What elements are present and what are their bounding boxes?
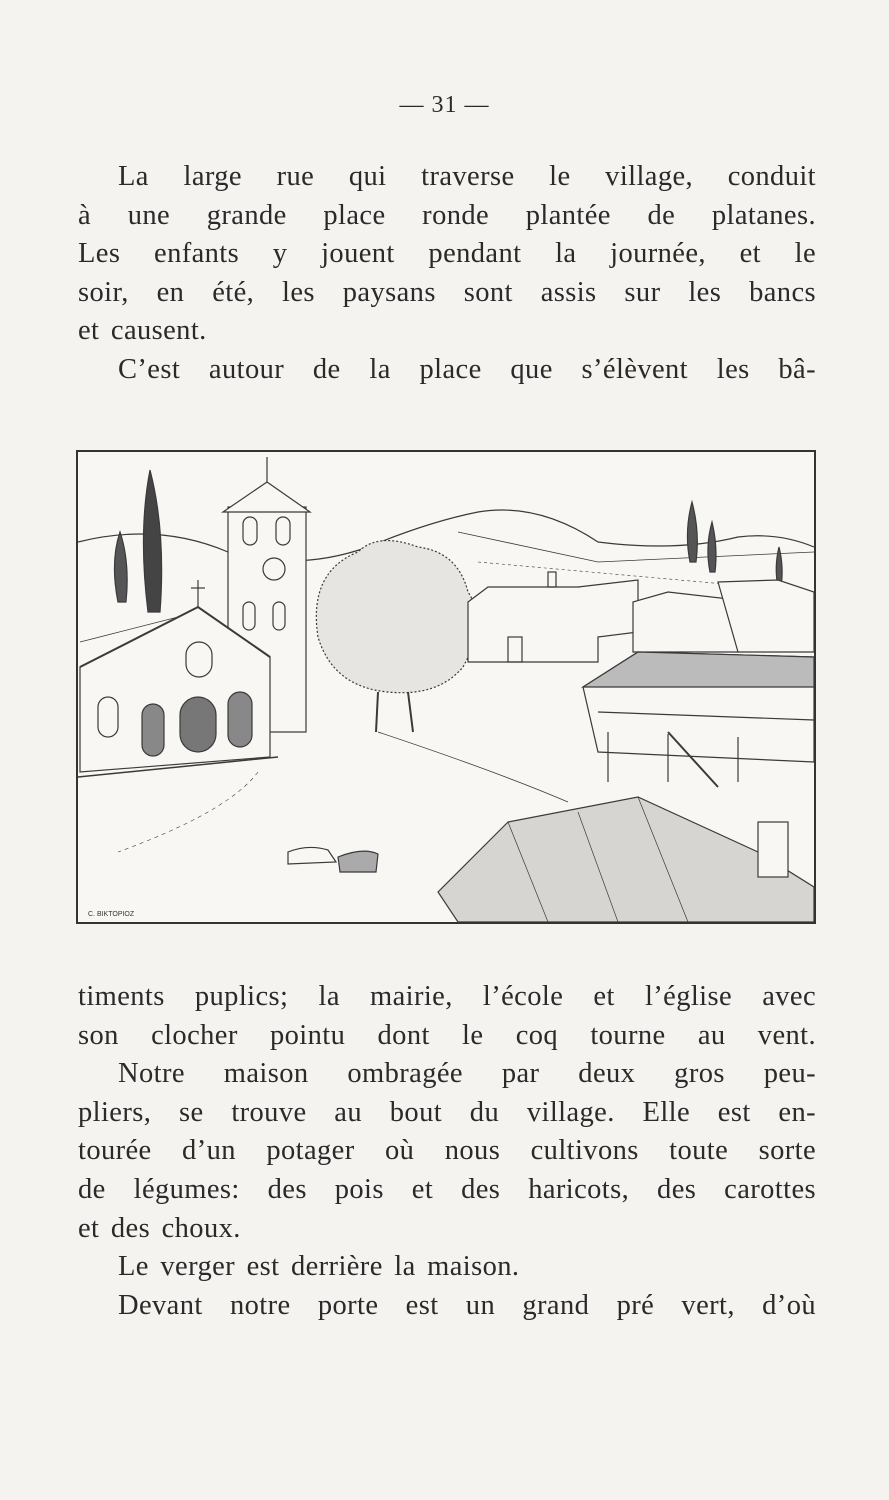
text-line: C’est autour de la place que s’élèvent les bâ- [118, 353, 816, 385]
house [468, 587, 598, 662]
text-line: timents puplics; la mairie, l’école et l’église avec [78, 981, 816, 1012]
paragraph-bottom [78, 978, 816, 1325]
text-line: et causent. [78, 315, 207, 347]
text-line: La large rue qui traverse le village, conduit [118, 161, 816, 192]
artist-signature: C. BIKTOPIOZ [88, 911, 135, 918]
text-line: à une grande place ronde plantée de platanes. [78, 199, 816, 231]
paragraph-top [78, 158, 816, 390]
text-line: pliers, se trouve au bout du village. Elle est en- [78, 1096, 816, 1128]
cows [288, 847, 336, 864]
village-illustration [76, 450, 816, 924]
text-line: Le verger est derrière la maison. [118, 1251, 520, 1283]
house-right [633, 592, 738, 652]
text-line: tourée d’un potager où nous cultivons toute sorte [78, 1135, 816, 1167]
page-number: — 31 — [399, 92, 490, 118]
text-line: de légumes: des pois et des haricots, des carottes [78, 1173, 816, 1205]
text-line: Les enfants y jouent pendant la journée, et le [78, 238, 816, 270]
text-line: soir, en été, les paysans sont assis sur les bancs [78, 276, 816, 308]
village-drawing [78, 452, 814, 922]
text-line: Devant notre porte est un grand pré vert, d’où [118, 1289, 816, 1321]
text-line: son clocher pointu dont le coq tourne au vent. [78, 1019, 816, 1051]
cypress-tree [143, 470, 161, 612]
plane-tree [316, 541, 477, 693]
hills [78, 510, 814, 561]
text-line: et des choux. [78, 1212, 241, 1244]
text-line: Notre maison ombragée par deux gros peu- [118, 1058, 816, 1090]
